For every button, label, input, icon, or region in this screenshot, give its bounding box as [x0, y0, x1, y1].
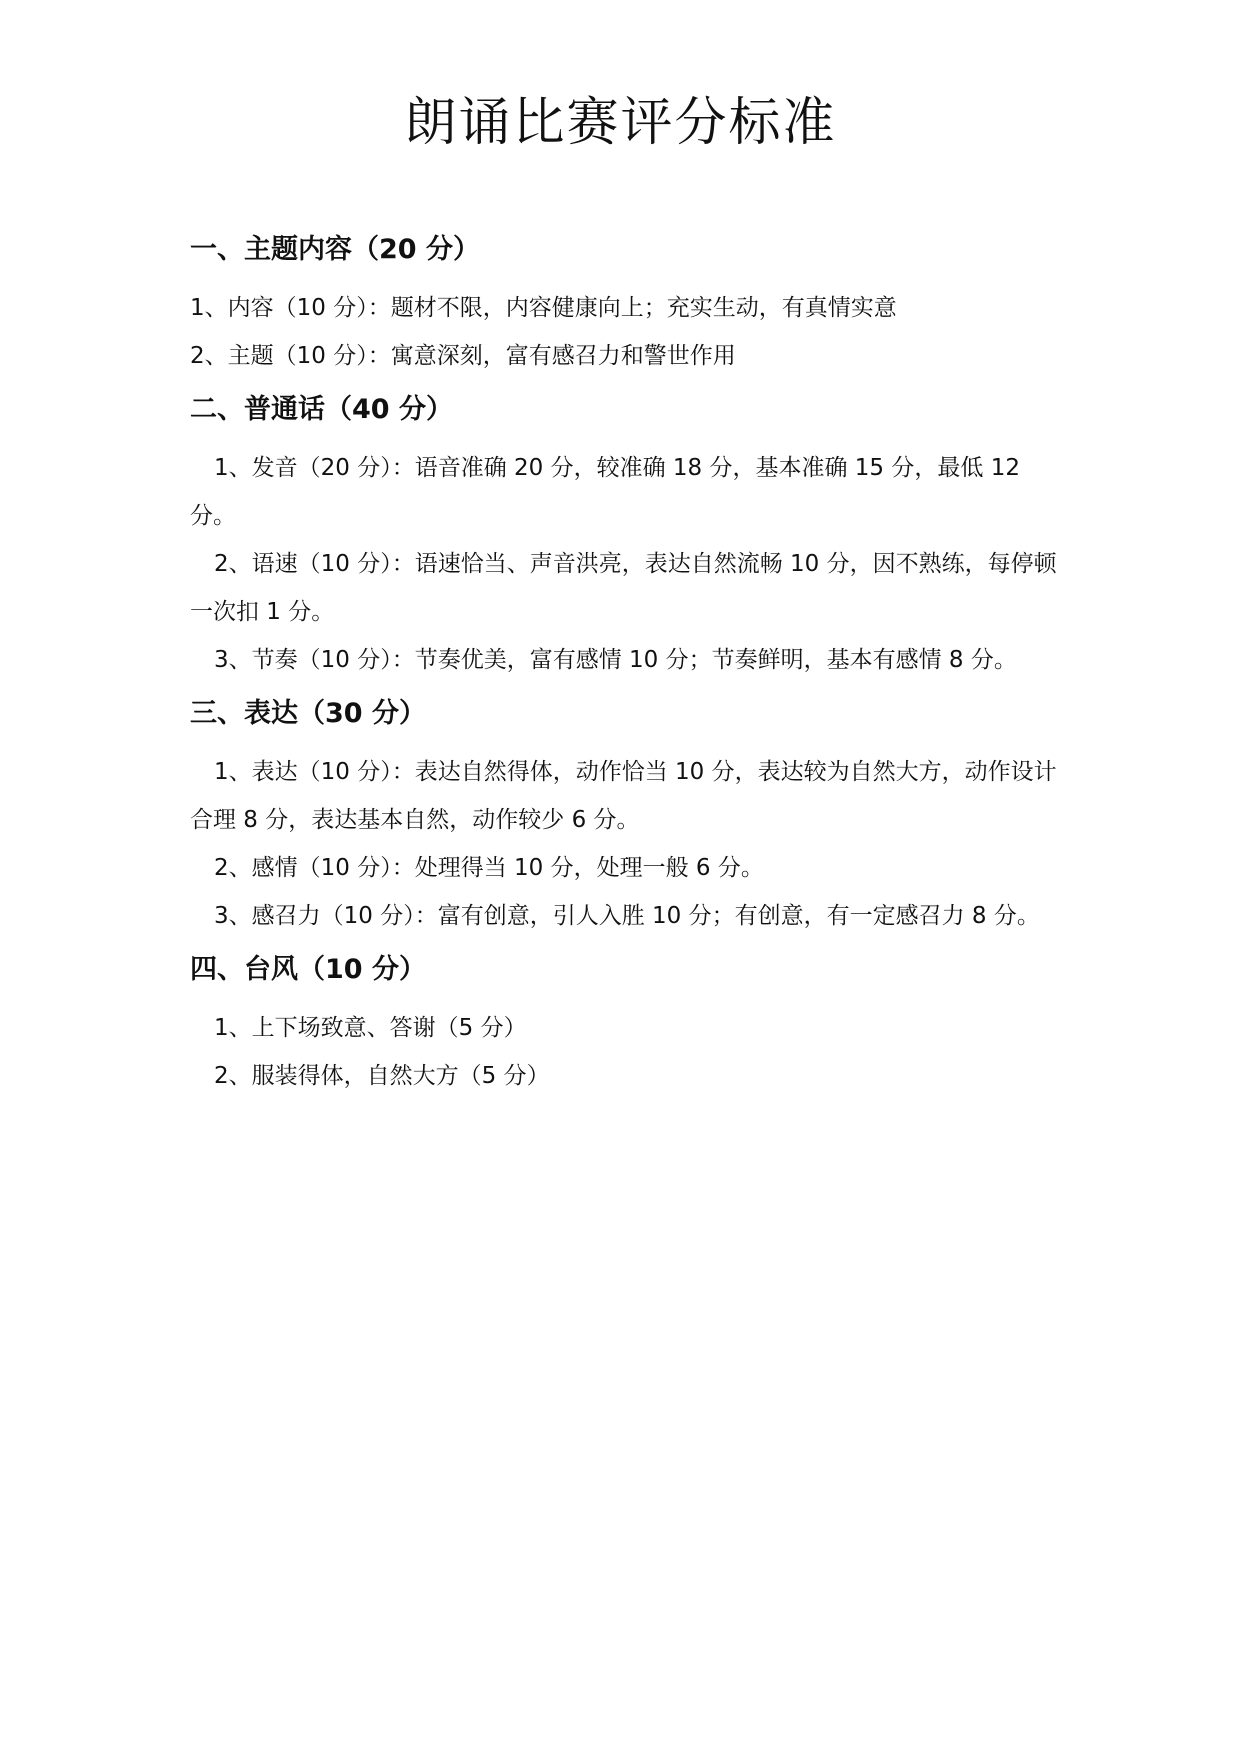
document-title: 朗诵比赛评分标准	[404, 93, 837, 153]
criterion-item: 2、服装得体，自然大方（5 分）	[214, 1063, 550, 1089]
section-mandarin	[190, 390, 1070, 684]
criterion-item: 1、上下场致意、答谢（5 分）	[214, 1015, 527, 1041]
criterion-item: 2、主题（10 分）：寓意深刻，富有感召力和警世作用	[190, 343, 736, 369]
criterion-item: 3、节奏（10 分）：节奏优美，富有感情 10 分；节奏鲜明，基本有感情 8 分。	[214, 647, 1017, 673]
section-expression	[190, 694, 1070, 940]
document-body	[190, 230, 1070, 1110]
section-heading: 一、主题内容（20 分）	[190, 234, 480, 265]
criterion-item: 1、发音（20 分）：语音准确 20 分，较准确 18 分，基本准确 15 分，最低 12 分。	[190, 455, 1020, 529]
section-heading: 二、普通话（40 分）	[190, 394, 453, 425]
criterion-item: 3、感召力（10 分）：富有创意，引人入胜 10 分；有创意，有一定感召力 8 分。	[214, 903, 1040, 929]
section-heading: 三、表达（30 分）	[190, 698, 426, 729]
criterion-item: 2、语速（10 分）：语速恰当、声音洪亮，表达自然流畅 10 分，因不熟练，每停顿一次扣 1 分。	[190, 551, 1057, 625]
criterion-item: 1、表达（10 分）：表达自然得体，动作恰当 10 分，表达较为自然大方，动作设计合理 8 分，表达基本自然，动作较少 6 分。	[190, 759, 1057, 833]
criterion-item: 1、内容（10 分）：题材不限，内容健康向上；充实生动，有真情实意	[190, 295, 897, 321]
section-heading: 四、台风（10 分）	[190, 954, 426, 985]
section-theme-content	[190, 230, 1070, 380]
criterion-item: 2、感情（10 分）：处理得当 10 分，处理一般 6 分。	[214, 855, 764, 881]
section-stage-manner	[190, 950, 1070, 1100]
